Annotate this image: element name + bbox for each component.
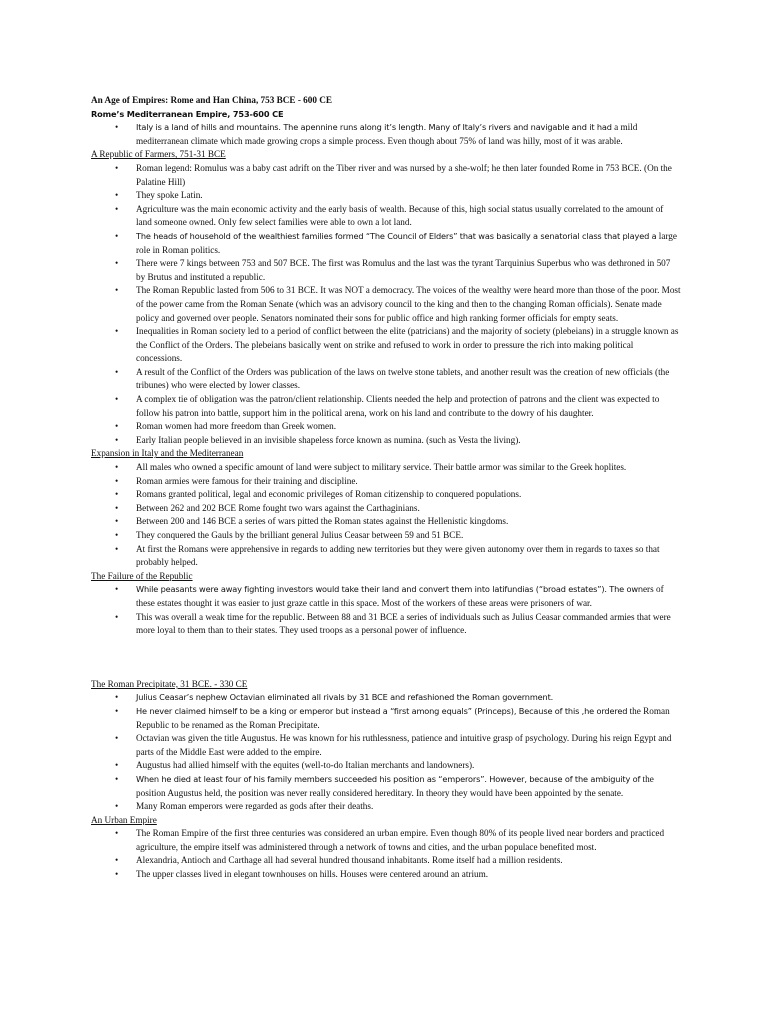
bullet-item [91, 257, 681, 284]
bullet-item [91, 366, 681, 393]
bullet-text: the Roman Republic to be renamed as the Roman Precipitate. [136, 705, 670, 730]
bullet-text: Agriculture was the main economic activity and the early basis of wealth. Because of this, high social status usually correlated to the amount of land someone owned. Only few select families were able to own a lot land. [136, 203, 664, 228]
bullet-text: Roman women had more freedom than Greek women. [136, 421, 337, 432]
bullet-item [91, 705, 681, 732]
bullet-item [91, 434, 681, 448]
bullet-text: The Roman Empire of the first three centuries was considered an urban empire. Even though 80% of its people lived near borders and practiced agriculture, the empire itself was administered through a network of towns and cities, and the urban populace benefited most. [136, 828, 665, 852]
bullet-item [91, 162, 681, 189]
bullet-item [91, 543, 681, 570]
sections-container [91, 121, 681, 881]
bullet-text-highlighted: The heads of household of the wealthiest families formed “The Council of Elders” that was basically a senatorial class that played a [136, 230, 657, 241]
bullet-list [91, 691, 681, 813]
bullet-item [91, 502, 681, 516]
bullet-text: ers of these estates thought it was easier to just graze cattle in this space. Most of the workers of these areas were prisoners of war. [136, 584, 664, 608]
bullet-text: There were 7 kings between 753 and 507 BCE. The first was Romulus and the last was the tyrant Tarquinius Superbus who was dethroned in 507 by Brutus and instituted a republic. [136, 258, 671, 282]
bullet-text-highlighted: When he died at least four of his family members succeeded his position as “emperors”. However, because of the ambiguity of [136, 773, 641, 784]
bullet-item [91, 393, 681, 420]
bullet-item [91, 420, 681, 434]
bullet-text: All males who owned a specific amount of land were subject to military service. Their battle armor was similar to the Greek hoplites. [136, 462, 627, 473]
bullet-text: a mild mediterranean climate which made growing crops a simple process. Even though about 75% of land was hilly, most of it was arable. [136, 122, 638, 146]
bullet-item [91, 230, 681, 257]
bullet-item [91, 583, 681, 610]
bullet-text: At first the Romans were apprehensive in regards to adding new territories but they were given autonomy over them in regards to taxes so that probably helped. [136, 543, 660, 568]
section-heading: Expansion in Italy and the Mediterranean [91, 448, 244, 459]
section-heading: A Republic of Farmers, 751-31 BCE [91, 149, 226, 160]
bullet-text: They spoke Latin. [136, 190, 203, 201]
bullet-item [91, 732, 681, 759]
bullet-item [91, 868, 681, 882]
bullet-list [91, 583, 681, 637]
bullet-item [91, 488, 681, 502]
bullet-item [91, 827, 681, 854]
bullet-item [91, 800, 681, 814]
bullet-text: They conquered the Gauls by the brilliant general Julius Ceasar between 59 and 51 BCE. [136, 530, 464, 540]
bullet-item [91, 121, 681, 148]
bullet-text: Early Italian people believed in an invisible shapeless force known as numina. (such as Vesta the living). [136, 434, 521, 445]
bullet-text: This was overall a weak time for the republic. Between 88 and 31 BCE a series of individuals such as Julius Ceasar commanded armies that were more loyal to them than to their states. They used troops as a personal power of influence. [136, 611, 671, 636]
bullet-item [91, 461, 681, 475]
bullet-item [91, 515, 681, 529]
bullet-item [91, 325, 681, 366]
bullet-text: the position Augustus held, the position was never really considered hereditary. In theory they would have been appointed by the senate. [136, 773, 654, 798]
bullet-item [91, 759, 681, 773]
bullet-text: The upper classes lived in elegant townhouses on hills. Houses were centered around an atrium. [136, 869, 489, 880]
bullet-list [91, 461, 681, 570]
document-title: An Age of Empires: Rome and Han China, 753 BCE - 600 CE [91, 95, 333, 105]
bullet-text: The Roman Republic lasted from 506 to 31 BCE. It was NOT a democracy. The voices of the wealthy were heard more than those of the poor. Most of the power came from the Roman Senate (which was an advisory council to the king and then to the changing Roman officials). Senate made policy and governed over people. Senators nominated their sons for public office and high ranking former officials for empty seats. [136, 285, 681, 323]
bullet-item [91, 284, 681, 325]
bullet-text: Inequalities in Roman society led to a period of conflict between the elite (patricians) and the majority of society (plebeians) in a struggle known as the Conflict of the Orders. The plebeians basically went on strike and refused to work in order to pressure the rich into making political concessions. [136, 326, 679, 364]
bullet-text: Between 262 and 202 BCE Rome fought two wars against the Carthaginians. [136, 502, 420, 513]
bullet-text: Augustus had allied himself with the equites (well-to-do Italian merchants and landowners). [136, 760, 475, 771]
bullet-text: A complex tie of obligation was the patron/client relationship. Clients needed the help and protection of patrons and the client was expected to follow his patron into battle, support him in the political arena, work on his land and contribute to the dowry of his daughter. [136, 394, 660, 418]
bullet-text: large role in Roman politics. [136, 230, 677, 255]
bullet-text: Roman legend: Romulus was a baby cast adrift on the Tiber river and was nursed by a she-wolf; he then later founded Rome in 753 BCE. (On the Palatine Hill) [136, 162, 672, 187]
bullet-text-highlighted: He never claimed himself to be a king or emperor but instead a “first among equals” (Princeps), Because of this ,he ordered [136, 705, 628, 716]
bullet-list [91, 121, 681, 148]
bullet-item [91, 691, 681, 705]
bullet-item [91, 611, 681, 638]
bullet-list [91, 162, 681, 447]
bullet-text-highlighted: While peasants were away fighting investors would take their land and convert them into latifundias (“broad estates”). The own [136, 584, 643, 595]
section-heading: The Failure of the Republic [91, 570, 193, 581]
section-heading: An Urban Empire [91, 814, 157, 825]
section-spacer [91, 638, 681, 678]
bullet-text: Roman armies were famous for their training and discipline. [136, 475, 358, 486]
bullet-item [91, 854, 681, 868]
bullet-item [91, 475, 681, 489]
bullet-item [91, 203, 681, 230]
bullet-text: Between 200 and 146 BCE a series of wars pitted the Roman states against the Hellenistic kingdoms. [136, 516, 509, 527]
bullet-item [91, 189, 681, 203]
bullet-text-highlighted: Italy is a land of hills and mountains. The apennine runs along it’s length. Many of Italy’s rivers and navigable and it had [136, 122, 612, 133]
bullet-list [91, 827, 681, 881]
bullet-text: A result of the Conflict of the Orders was publication of the laws on twelve stone tablets, and another result was the creation of new officials (the tribunes) who were elected by lower classes. [136, 366, 670, 391]
bullet-text: Alexandria, Antioch and Carthage all had several hundred thousand inhabitants. Rome itself had a million residents. [136, 855, 563, 866]
bullet-text: Romans granted political, legal and economic privileges of Roman citizenship to conquered populations. [136, 489, 522, 500]
bullet-text-highlighted: Julius Ceasar’s nephew Octavian eliminated all rivals by 31 BCE and refashioned the Roman government. [136, 692, 554, 703]
document-body [91, 94, 681, 882]
bullet-text: Many Roman emperors were regarded as gods after their deaths. [136, 801, 374, 812]
section-heading: The Roman Precipitate, 31 BCE. - 330 CE [91, 678, 248, 689]
bullet-item [91, 773, 681, 800]
bullet-text: Octavian was given the title Augustus. He was known for his ruthlessness, patience and intuitive grasp of psychology. During his reign Egypt and parts of the Middle East were added to the empire. [136, 733, 672, 757]
bullet-item [91, 529, 681, 543]
document-subtitle: Rome’s Mediterranean Empire, 753-600 CE [91, 108, 284, 119]
